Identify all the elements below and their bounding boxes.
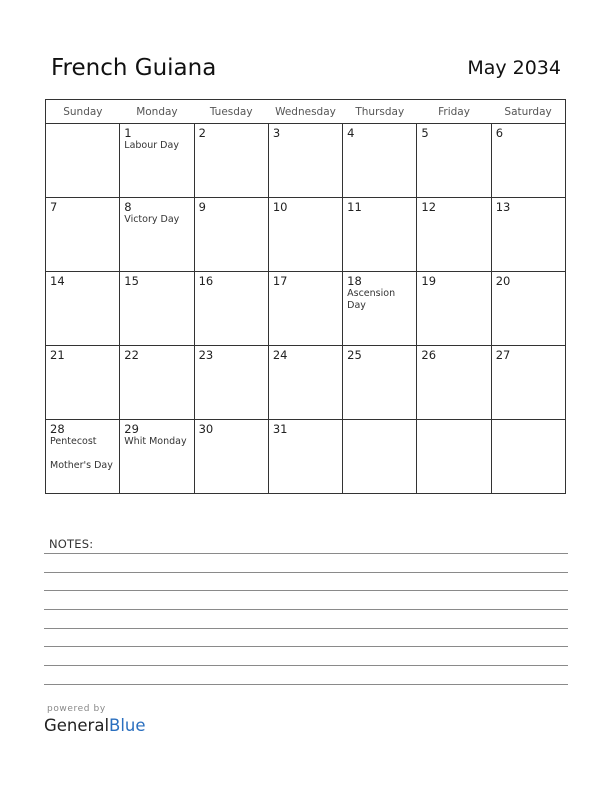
- weekday-header-row: [46, 100, 566, 124]
- day-number: 5: [421, 126, 429, 140]
- day-cell: [120, 198, 194, 272]
- day-number: 22: [124, 348, 139, 362]
- day-number: 20: [495, 274, 511, 288]
- note-line: [44, 609, 568, 610]
- holiday-label: Whit Monday: [124, 436, 187, 447]
- day-cell: [491, 420, 565, 494]
- note-line: [44, 684, 568, 685]
- notes-label: NOTES:: [49, 537, 94, 551]
- note-line: [44, 646, 568, 647]
- day-number: 15: [124, 274, 139, 288]
- weekday-friday: Friday: [417, 100, 491, 124]
- day-cell: [491, 272, 565, 346]
- day-number: 14: [50, 274, 65, 288]
- note-line: [44, 553, 568, 554]
- day-number: 2: [198, 126, 206, 140]
- day-cell: [343, 346, 417, 420]
- day-cell: [46, 420, 120, 494]
- day-cell: [343, 420, 417, 494]
- brand-name-general: General: [44, 716, 110, 735]
- day-cell: [343, 272, 417, 346]
- day-number: 27: [495, 348, 511, 362]
- day-number: 16: [198, 274, 214, 288]
- day-cell: [417, 124, 491, 198]
- day-cell: [491, 346, 565, 420]
- week-row: [46, 272, 566, 346]
- day-number: 9: [198, 200, 206, 214]
- day-cell: [491, 198, 565, 272]
- week-row: [46, 346, 566, 420]
- day-cell: [417, 346, 491, 420]
- day-cell: [268, 124, 342, 198]
- day-number: 21: [50, 348, 65, 362]
- day-cell: [120, 420, 194, 494]
- day-cell: [268, 420, 342, 494]
- day-cell: [194, 420, 268, 494]
- note-line: [44, 590, 568, 591]
- day-cell: [491, 124, 565, 198]
- weekday-sunday: Sunday: [46, 100, 120, 124]
- week-row: [46, 198, 566, 272]
- day-number: 13: [495, 200, 511, 214]
- day-number: 29: [124, 422, 139, 436]
- day-cell: [417, 420, 491, 494]
- day-number: 24: [272, 348, 288, 362]
- weekday-wednesday: Wednesday: [268, 100, 342, 124]
- note-line: [44, 572, 568, 573]
- day-number: 25: [347, 348, 362, 362]
- day-number: 3: [272, 126, 281, 140]
- day-cell: [194, 272, 268, 346]
- holiday-label: Ascension Day: [347, 288, 396, 311]
- day-cell: [120, 272, 194, 346]
- day-cell: [268, 272, 342, 346]
- weekday-thursday: Thursday: [343, 100, 417, 124]
- day-number: 6: [495, 126, 504, 140]
- day-cell: [120, 124, 194, 198]
- day-cell: [194, 346, 268, 420]
- day-number: 8: [124, 200, 132, 214]
- holiday-label: Mother's Day: [50, 460, 113, 471]
- day-cell: [343, 198, 417, 272]
- week-row: [46, 420, 566, 494]
- powered-by-label: powered by: [47, 704, 106, 714]
- holiday-label: Labour Day: [124, 140, 179, 151]
- day-cell: [417, 272, 491, 346]
- day-number: 11: [347, 200, 362, 214]
- brand-logo: [44, 716, 146, 735]
- day-number: 19: [421, 274, 437, 288]
- note-line: [44, 665, 568, 666]
- week-row: [46, 124, 566, 198]
- day-number: 4: [347, 126, 355, 140]
- holiday-label: Pentecost: [50, 436, 97, 447]
- weekday-saturday: Saturday: [491, 100, 565, 124]
- day-number: 1: [124, 126, 132, 140]
- month-year-label: May 2034: [467, 57, 561, 79]
- day-number: 30: [198, 422, 214, 436]
- note-line: [44, 628, 568, 629]
- day-cell: [268, 346, 342, 420]
- day-number: 26: [421, 348, 437, 362]
- calendar-title: French Guiana: [51, 55, 217, 81]
- day-number: 31: [272, 422, 288, 436]
- weekday-monday: Monday: [120, 100, 194, 124]
- day-number: 7: [50, 200, 58, 214]
- day-number: 10: [272, 200, 288, 214]
- day-number: 12: [421, 200, 437, 214]
- day-cell: [46, 272, 120, 346]
- holiday-label: Victory Day: [124, 214, 180, 225]
- day-cell: [268, 198, 342, 272]
- day-cell: [46, 198, 120, 272]
- day-cell: [194, 198, 268, 272]
- day-number: 18: [347, 274, 362, 288]
- brand-name-blue: Blue: [109, 716, 146, 735]
- day-number: 17: [272, 274, 288, 288]
- day-cell: [343, 124, 417, 198]
- day-cell: [46, 124, 120, 198]
- day-cell: [417, 198, 491, 272]
- day-number: 23: [198, 348, 214, 362]
- calendar-grid: [45, 99, 566, 494]
- day-cell: [120, 346, 194, 420]
- weekday-tuesday: Tuesday: [194, 100, 268, 124]
- day-cell: [194, 124, 268, 198]
- day-number: 28: [50, 422, 65, 436]
- day-cell: [46, 346, 120, 420]
